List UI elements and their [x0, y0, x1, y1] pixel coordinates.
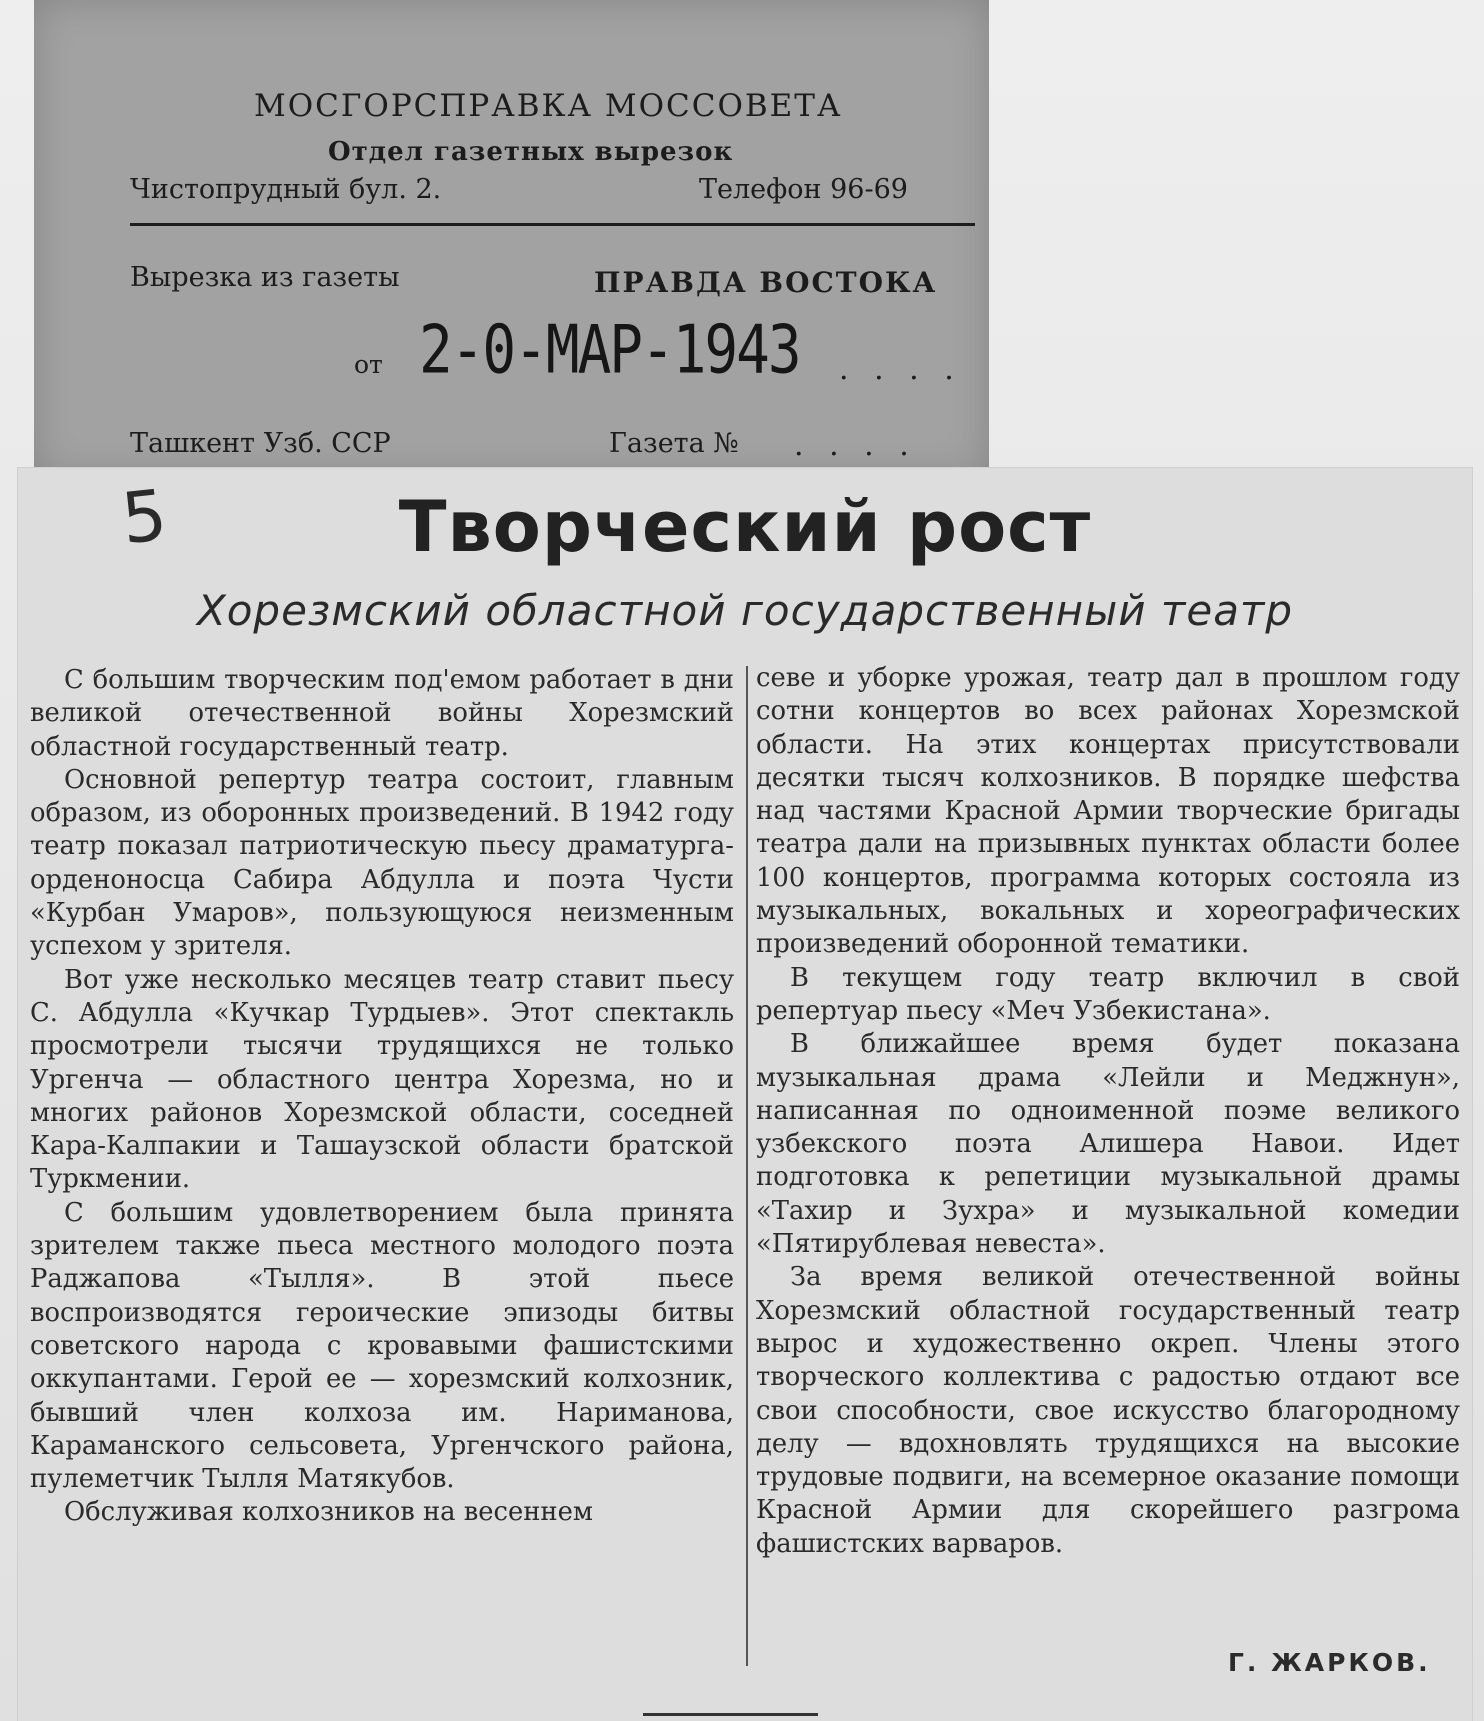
end-rule	[643, 1713, 818, 1716]
date-dots: . . . .	[839, 352, 962, 387]
issue-number-dots: . . . .	[794, 428, 917, 463]
paragraph: севе и уборке урожая, театр дал в прошлом году сотни концертов во всех районах Хорезмской области. На этих концертах присутствовали десятки тысяч колхозников. В порядке шефства над частями Красной Армии творческие бригады театра дали на призывных пунктах области более 100 концертов, программа которых состояла из музыкальных, вокальных и хореографических произведений оборонной тематики.	[756, 663, 1460, 960]
clipping-bureau-label	[34, 0, 989, 478]
handwritten-number: 5	[117, 473, 171, 561]
bureau-address: Чистопрудный бул. 2.	[130, 174, 442, 205]
stamped-date: 2-0-МАР-1943	[419, 311, 800, 390]
newspaper-city: Ташкент Узб. ССР	[130, 428, 391, 459]
paragraph: Обслуживая колхозников на весеннем	[64, 1497, 593, 1528]
newspaper-name: ПРАВДА ВОСТОКА	[594, 266, 938, 299]
article-subtitle: Хорезмский областной государственный театр	[196, 586, 1294, 635]
article-title: Творческий рост	[398, 486, 1092, 568]
paragraph: Основной репертур театра состоит, главным образом, из оборонных произведений. В 1942 году театр показал патриотическую пьесу драматурга-орденоносца Сабира Абдулла и поэта Чусти «Курбан Умаров», пользующуюся неизменным успехом у зрителя.	[30, 764, 734, 962]
newspaper-clipping	[18, 468, 1472, 1721]
left-column	[30, 664, 734, 1530]
label-divider	[130, 223, 975, 226]
paragraph: В ближайшее время будет показана музыкальная драма «Лейли и Меджнун», написанная по одноименной поэме великого узбекского поэта Алишера Навои. Идет подготовка к репетиции музыкальной драмы «Тахир и Зухра» и музыкальной комедии «Пятирублевая невеста».	[756, 1029, 1460, 1260]
column-divider	[746, 666, 748, 1666]
issue-number-label: Газета №	[609, 428, 739, 459]
paragraph: Вот уже несколько месяцев театр ставит пьесу С. Абдулла «Кучкар Турдыев». Этот спектакль просмотрели тысячи трудящихся не только Ургенча — областного центра Хорезма, но и многих районов Хорезмской области, соседней Кара-Калпакии и Ташаузской области братской Туркмении.	[30, 964, 734, 1195]
paragraph: В текущем году театр включил в свой репертуар пьесу «Меч Узбекистана».	[756, 962, 1460, 1026]
right-column	[756, 662, 1460, 1561]
bureau-phone: Телефон 96-69	[699, 174, 908, 205]
bureau-department: Отдел газетных вырезок	[328, 137, 734, 167]
bureau-name: МОСГОРСПРАВКА МОССОВЕТА	[254, 88, 843, 124]
paragraph: С большим творческим под'емом работает в дни великой отечественной войны Хорезмский областной государственный театр.	[30, 665, 734, 762]
date-prefix: от	[354, 350, 383, 379]
cut-from-label: Вырезка из газеты	[130, 262, 400, 293]
paragraph: За время великой отечественной войны Хорезмский областной государственный театр вырос и художественно окреп. Члены этого творческого коллектива с радостью отдают все свои способности, свое искусство благородному делу — вдохновлять трудящихся на высокие трудовые подвиги, на всемерное оказание помощи Красной Армии для скорейшего разгрома фашистских варваров.	[756, 1262, 1460, 1559]
paragraph: С большим удовлетворением была принята зрителем также пьеса местного молодого поэта Раджапова «Тылля». В этой пьесе воспроизводятся героические эпизоды битвы советского народа с кровавыми фашистскими оккупантами. Герой ее — хорезмский колхозник, бывший член колхоза им. Нариманова, Караманского сельсовета, Ургенчского района, пулеметчик Тылля Матякубов.	[30, 1197, 734, 1495]
author-signature: Г. ЖАРКОВ.	[1228, 1648, 1431, 1677]
